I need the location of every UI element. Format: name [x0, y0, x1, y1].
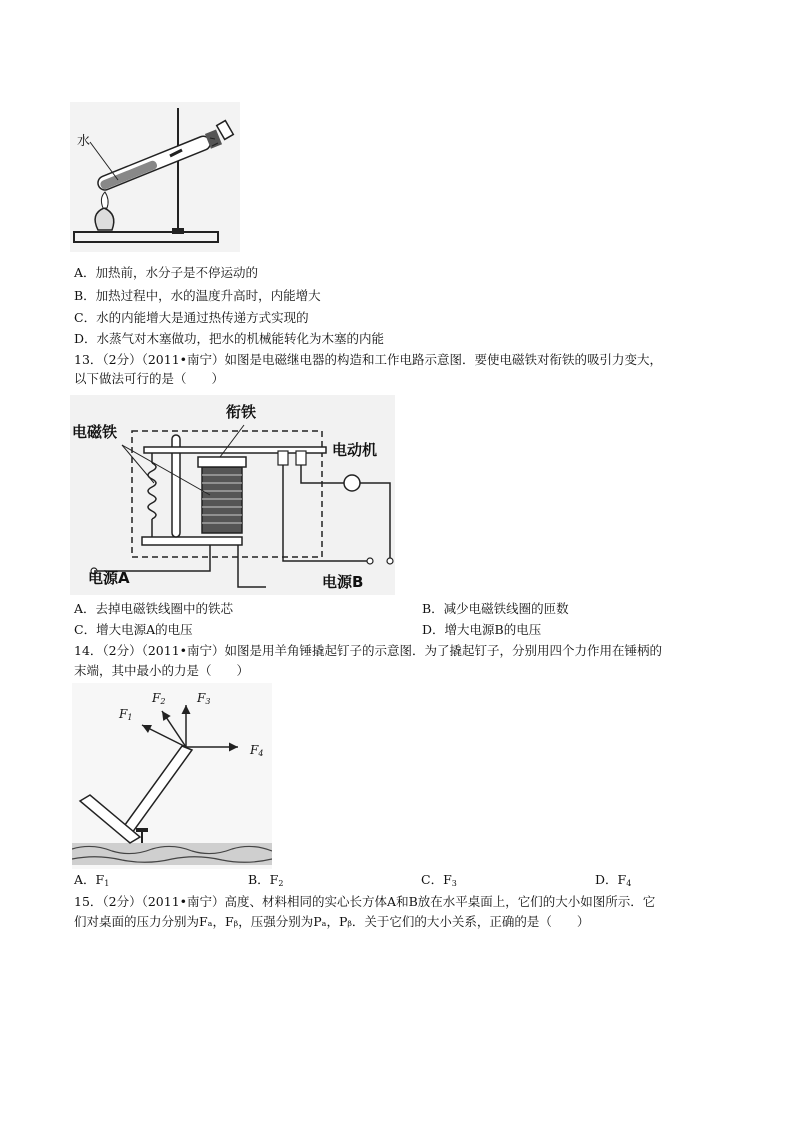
q15-stem-line2: 们对桌面的压力分别为Fₐ，Fᵦ，压强分别为Pₐ，Pᵦ．关于它们的大小关系，正确的是（ ） [74, 914, 590, 929]
source-b-label: 电源B [322, 573, 364, 591]
q12-option-d: D．水蒸气对木塞做功，把水的机械能转化为木塞的内能 [74, 331, 385, 346]
q13-stem-line2: 以下做法可行的是（ ） [74, 371, 225, 386]
force-label-f4: $F_4$ [250, 743, 264, 758]
source-a-label: 电源A [88, 569, 130, 587]
q12-option-b: B．加热过程中，水的温度升高时，内能增大 [74, 288, 321, 303]
heating-test-tube-figure [70, 102, 240, 252]
q14-option-b: B．$F_2$ [248, 872, 284, 888]
q12-option-c: C．水的内能增大是通过热传递方式实现的 [74, 310, 309, 325]
force-label-f3: $F_3$ [197, 691, 211, 706]
q13-option-d: D．增大电源B的电压 [422, 622, 542, 637]
q13-stem-line1: 13．（2分）（2011•南宁）如图是电磁继电器的构造和工作电路示意图．要使电磁铁对衔铁的吸引力变大， [74, 352, 663, 367]
q15-stem-line1: 15．（2分）（2011•南宁）高度、材料相同的实心长方体A和B放在水平桌面上，它们的大小如图所示．它 [74, 894, 656, 909]
water-label: 水 [77, 134, 91, 149]
claw-hammer-figure [72, 683, 272, 869]
q14-stem-line1: 14．（2分）（2011•南宁）如图是用羊角锤撬起钉子的示意图．为了撬起钉子，分别用四个力作用在锤柄的 [74, 643, 663, 658]
armature-label: 衔铁 [226, 403, 257, 421]
q14-stem-line2: 末端，其中最小的力是（ ） [74, 663, 250, 678]
q14-option-a: A．$F_1$ [74, 872, 110, 888]
q14-option-d: D．$F_4$ [595, 872, 632, 888]
q13-option-b: B．减少电磁铁线圈的匝数 [422, 601, 569, 616]
force-label-f2: $F_2$ [152, 691, 166, 706]
q14-option-c: C．$F_3$ [421, 872, 457, 888]
electromagnet-label: 电磁铁 [72, 423, 118, 441]
force-label-f1: $F_1$ [119, 707, 133, 722]
q12-option-a: A．加热前，水分子是不停运动的 [74, 265, 259, 280]
motor-label: 电动机 [332, 441, 378, 459]
electromagnetic-relay-figure [70, 395, 395, 595]
q13-option-c: C．增大电源A的电压 [74, 622, 193, 637]
q13-option-a: A．去掉电磁铁线圈中的铁芯 [74, 601, 234, 616]
